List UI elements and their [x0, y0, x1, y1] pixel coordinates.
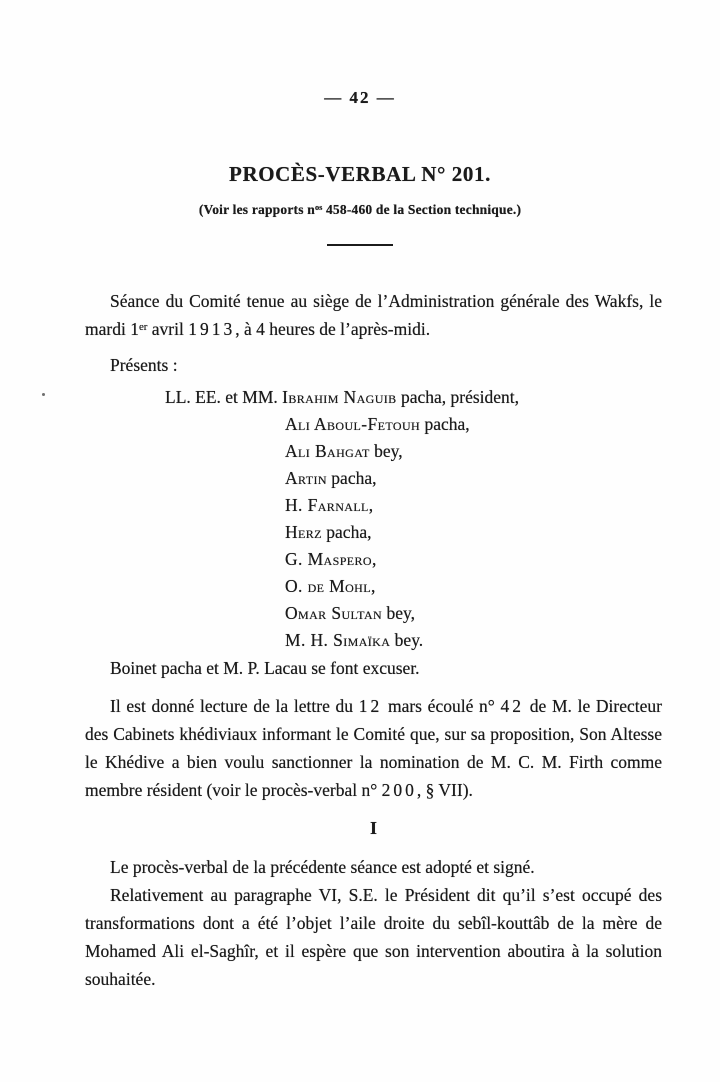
excused-note: Boinet pacha et M. P. Lacau se font excuser.: [110, 658, 420, 678]
attendee-name: Artin: [285, 468, 327, 488]
text-run: de M. le Directeur des Cabinets khédiviaux informant le Comité que, sur sa proposition, Son Altesse le Khédive a bien voulu sanctionner la nomination de M. C. M. Firth comme membre résident (voir le procès-verbal n°: [85, 696, 662, 800]
attendee-row: [85, 573, 662, 600]
attendee-name: Omar Sultan: [285, 603, 383, 623]
section-heading-I: I: [369, 818, 377, 838]
document-body: [85, 287, 662, 993]
attendee-row: [85, 519, 662, 546]
attendee-title: pacha,: [420, 414, 470, 434]
text-run: , § VII).: [416, 780, 473, 800]
text-run: 42: [500, 696, 525, 716]
attendee-row: [85, 411, 662, 438]
attendee-title: bey.: [390, 630, 424, 650]
attendee-row: [85, 384, 662, 411]
text-run: avril: [147, 319, 189, 339]
divider-rule: [327, 244, 393, 246]
attendee-title: pacha,: [321, 522, 372, 542]
attendee-prefix: LL. EE. et MM.: [165, 387, 283, 407]
text-run: Il est donné lecture de la lettre du: [110, 696, 359, 716]
attendee-name: Ibrahim Naguib: [282, 387, 397, 407]
attendee-name: H. Farnall: [285, 495, 369, 515]
text-run: 200: [381, 780, 417, 800]
ink-speck: [42, 393, 45, 396]
attendee-title: pacha,: [326, 468, 377, 488]
attendee-name: G. Maspero: [285, 549, 372, 569]
attendee-name: Herz: [285, 522, 322, 542]
attendee-row: [85, 438, 662, 465]
text-run: 1913: [188, 319, 236, 339]
paragraph-relativement: Relativement au paragraphe VI, S.E. le Président dit qu’il s’est occupé des transformations dont a été l’objet l’aile droite du sebîl-kouttâb de la mère de Mohamed Ali el-Saghîr, et il espère que son intervention aboutira à la solution souhaitée.: [85, 885, 662, 989]
paragraph-adopted: Le procès-verbal de la précédente séance est adopté et signé.: [110, 857, 535, 877]
attendee-row: [85, 465, 662, 492]
paragraph-lecture: [85, 692, 662, 804]
attendee-title: pacha, président,: [396, 387, 520, 407]
attendee-row: [85, 546, 662, 573]
attendee-row: [85, 627, 662, 654]
text-run: er: [138, 321, 148, 334]
attendees-list: [85, 384, 662, 654]
paragraph-session-intro: [85, 287, 662, 343]
text-run: , à 4 heures de l’après-midi.: [235, 319, 431, 339]
attendee-name: O. de Mohl: [285, 576, 371, 596]
document-title: PROCÈS-VERBAL N° 201.: [229, 162, 491, 186]
attendee-title: ,: [370, 576, 376, 596]
attendee-title: bey,: [369, 441, 403, 461]
attendee-row: [85, 492, 662, 519]
attendee-row: [85, 600, 662, 627]
text-run: 458-460 de la Section technique.): [322, 202, 522, 217]
text-run: os: [314, 203, 323, 213]
page-number: — 42 —: [324, 88, 396, 107]
attendee-name: Ali Bahgat: [285, 441, 370, 461]
attendee-name: M. H. Simaïka: [285, 630, 391, 650]
text-run: 12: [358, 696, 383, 716]
attendee-title: ,: [368, 495, 374, 515]
document-subtitle: [0, 201, 720, 219]
attendee-title: bey,: [382, 603, 415, 623]
attendee-title: ,: [371, 549, 377, 569]
presents-label: Présents :: [110, 355, 178, 375]
attendee-name: Ali Aboul-Fetouh: [285, 414, 421, 434]
text-run: Séance du Comité tenue au siège de l’Administration générale des Wakfs, le mardi 1: [85, 291, 662, 339]
text-run: mars écoulé n°: [382, 696, 501, 716]
text-run: (Voir les rapports n: [198, 202, 315, 217]
